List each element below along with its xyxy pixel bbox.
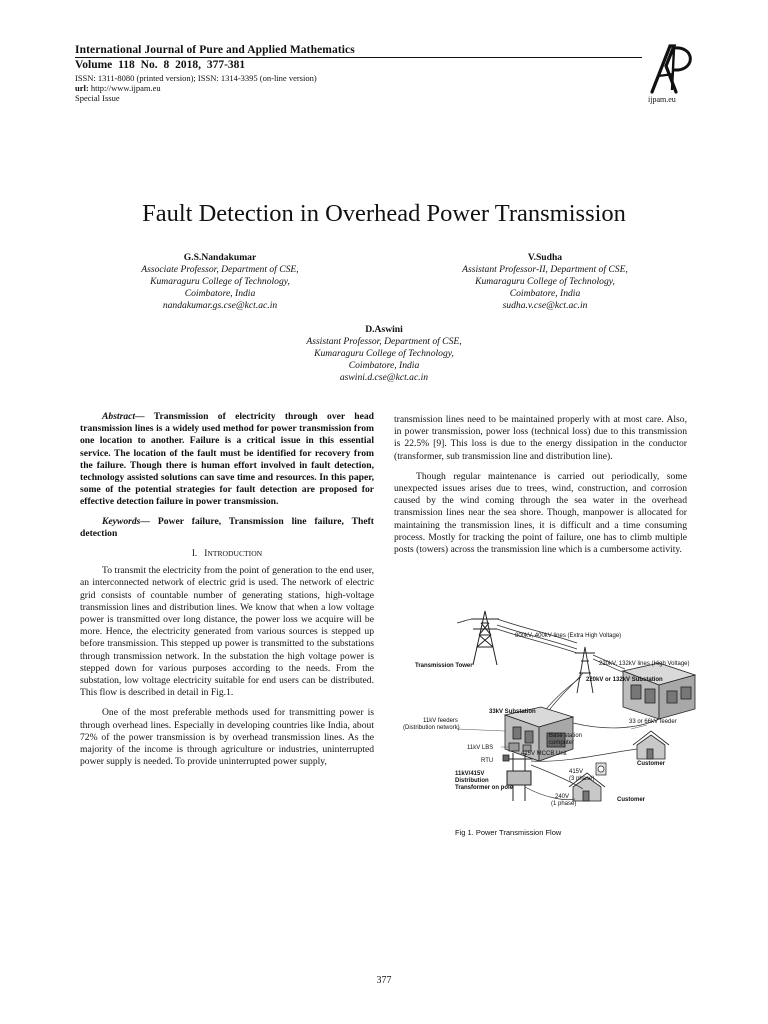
label-sub33: 33kV Substation xyxy=(489,709,536,715)
author-college: Kumaraguru College of Technology, xyxy=(475,276,615,287)
label-3phase: (3 phase) xyxy=(569,776,595,782)
author-block-1 xyxy=(95,252,345,312)
page-number: 377 xyxy=(376,975,392,986)
label-hv: 220kV, 132kV lines (High Voltage) xyxy=(599,661,690,667)
meter-icon xyxy=(596,763,606,775)
paper-title: Fault Detection in Overhead Power Transmission xyxy=(142,200,626,227)
keywords-text: Power failure, Transmission line failure, Theft detection xyxy=(80,515,374,539)
label-customer-1: Customer xyxy=(637,761,666,767)
section-title-first: I xyxy=(204,549,208,560)
section-heading xyxy=(80,548,374,560)
house-icon xyxy=(633,731,669,759)
keywords xyxy=(80,516,374,540)
logo-url[interactable]: ijpam.eu xyxy=(648,95,676,104)
label-tx-3: Transformer on pole xyxy=(455,785,514,791)
author-name: G.S.Nandakumar xyxy=(183,252,257,263)
author-name: D.Aswini xyxy=(365,324,403,335)
section-title-rest: NTRODUCTION xyxy=(207,549,263,559)
power-transmission-diagram xyxy=(397,603,697,818)
author-role: Assistant Professor, Department of CSE, xyxy=(306,336,462,347)
author-college: Kumaraguru College of Technology, xyxy=(150,276,290,287)
author-block-3 xyxy=(259,324,509,384)
author-city: Coimbatore, India xyxy=(348,360,420,371)
keywords-label: Keywords— xyxy=(102,515,150,527)
label-rtu: RTU xyxy=(481,758,494,764)
issn-line: ISSN: 1311-8080 (printed version); ISSN: 1314-3395 (on-line version) xyxy=(75,73,317,83)
paragraph: To transmit the electricity from the point of generation to the end user, an interconnected network of electric grid is used. The network of electric grid consists of countable number of generating stations, high-voltage transmission lines and distribution lines. We know that when a low voltage power is transmitted over long distance, the power loss we acquire will be more. Hence, the electricity generated from various sources is stepped up before transmission. This stepped up power is transmitted to the substations through transmission network. In the substation the high voltage power is stepped down for various purposes according to the needs. From the substation, low voltage electricity suitable for end users can be distributed. This flow is described in detail in Fig.1. xyxy=(80,565,374,699)
label-feeder33: 33 or 66kV feeder xyxy=(629,719,677,725)
label-feeders11: 11kV feeders xyxy=(423,718,458,724)
paragraph: transmission lines need to be maintained properly with at most care. Also, in power transmission, power loss (technical loss) due to this transmission is 22.5% [9]. This loss is due to the energy dissipation in the conductor (transformer, sub transmission line and distribution line). xyxy=(394,414,687,462)
author-email: aswini.d.cse@kct.ac.in xyxy=(339,372,429,383)
label-1phase: (1 phase) xyxy=(551,801,577,807)
figure-caption: Fig 1. Power Transmission Flow xyxy=(455,828,562,837)
paragraph: One of the most preferable methods used for transmitting power is through overhead lines. Especially in developing countries like India, about 72% of the power transmission is by overhead transmission lines. As the majority of the income is through agriculture or industries, uninterrupted power supply is needed. To provide uninterrupted power supply, xyxy=(80,707,374,768)
label-distnet: (Distribution network) xyxy=(403,725,460,731)
url-line xyxy=(75,83,161,93)
url-link[interactable]: http://www.ijpam.eu xyxy=(90,83,161,93)
label-415v: 415V xyxy=(569,769,584,775)
label-customer-2: Customer xyxy=(617,797,646,803)
tower-icon xyxy=(471,611,499,665)
url-label: url: xyxy=(75,83,89,93)
label-tower: Transmission Tower xyxy=(415,663,473,669)
author-city: Coimbatore, India xyxy=(184,288,256,299)
left-column xyxy=(80,411,374,768)
author-name: V.Sudha xyxy=(527,252,563,263)
label-tx-2: Distribution xyxy=(455,778,489,784)
label-sub220: 220kV or 132kV Substation xyxy=(586,677,663,683)
author-email: nandakumar.gs.cse@kct.ac.in xyxy=(162,300,278,311)
header-rule xyxy=(75,57,642,58)
label-tx-1: 11kV/415V xyxy=(455,771,485,777)
abstract xyxy=(80,411,374,509)
label-base2: computer xyxy=(549,740,575,746)
label-base1: Base station xyxy=(549,733,583,739)
special-issue: Special Issue xyxy=(75,93,120,103)
author-role: Assistant Professor-II, Department of CSE, xyxy=(462,264,628,275)
abstract-label: Abstract— xyxy=(102,411,145,422)
author-role: Associate Professor, Department of CSE, xyxy=(141,264,299,275)
author-block-2 xyxy=(420,252,670,312)
journal-name: International Journal of Pure and Applied Mathematics xyxy=(75,44,355,56)
abstract-text: Transmission of electricity through over head transmission lines is a widely used method for power transmission from one location to another. Failure is a critical issue in this essential service. The location of the fault must be identified for recovery from the failure. Though there is human effort involved in fault detection, technology assisted solutions can save time and resources. In this paper, some of the potential strategies for fault detection are proposed for effective detection failure in power transmission. xyxy=(80,411,374,508)
label-mccb: 415V MCCB Unit xyxy=(521,751,567,757)
paragraph: Though regular maintenance is carried out periodically, some unexpected issues arises due to trees, wind, construction, and corrosion caused by the wind coming through the sea water in the overhead transmission lines near the sea shore. Though, manpower is allocated for maintaining the transmission lines, it is difficult and a time consuming process. Mostly for tracking the point of failure, one has to climb multiple posts (towers) across the transmission line which is a cumbersome activity. xyxy=(394,470,687,556)
label-240v: 240V xyxy=(555,794,570,800)
tower-icon xyxy=(575,647,595,693)
label-lbs: 11kV LBS xyxy=(467,745,494,751)
author-email: sudha.v.cse@kct.ac.in xyxy=(502,300,588,311)
volume-line: Volume 118 No. 8 2018, 377-381 xyxy=(75,59,246,71)
section-number: I. xyxy=(191,549,198,560)
author-city: Coimbatore, India xyxy=(509,288,581,299)
author-college: Kumaraguru College of Technology, xyxy=(314,348,454,359)
label-ehv: 800kV, 400kV lines (Extra High Voltage) xyxy=(515,633,622,639)
substation-icon xyxy=(623,663,695,719)
right-column xyxy=(394,414,687,556)
